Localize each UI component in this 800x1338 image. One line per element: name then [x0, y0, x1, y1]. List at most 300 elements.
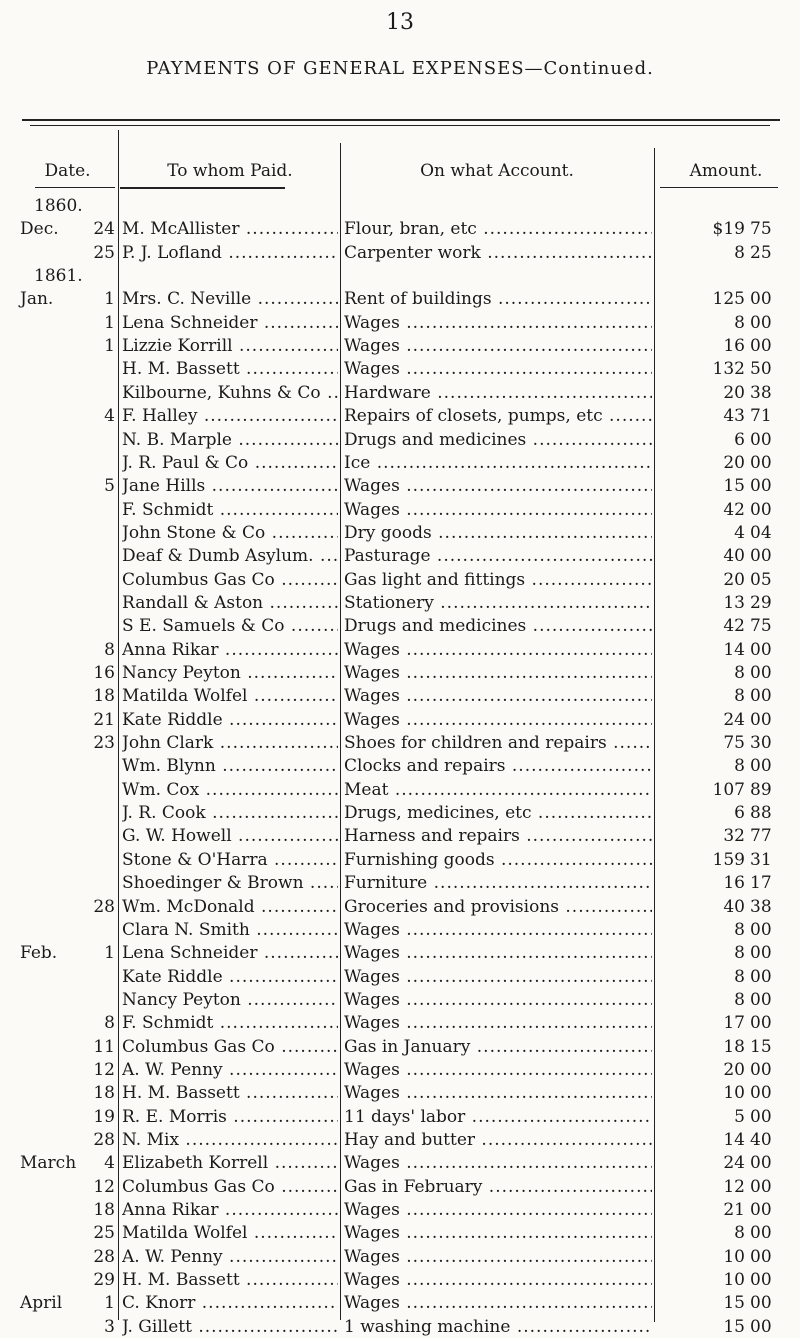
amount-cents: 31: [750, 849, 772, 870]
account-cell: [344, 1152, 652, 1174]
amount-cents: 00: [750, 1246, 772, 1267]
table-row: [0, 545, 800, 567]
leader-dots: [251, 289, 338, 309]
leader-dots: [506, 756, 653, 776]
account-cell: [344, 242, 652, 264]
amount-cents: 00: [750, 1293, 772, 1314]
amount-cents: 04: [750, 522, 772, 543]
payee-cell: [122, 1036, 338, 1058]
day-cell: 4: [104, 1153, 115, 1174]
leader-dots: [255, 897, 338, 917]
amount-dollars: 43: [723, 406, 745, 427]
amount-cents: 00: [750, 1106, 772, 1127]
top-rule-thin: [30, 125, 770, 126]
table-row: [0, 405, 800, 427]
payee-cell: [122, 779, 338, 801]
leader-dots: [427, 873, 652, 893]
table-row: [0, 452, 800, 474]
payee-cell: [122, 452, 338, 474]
leader-dots: [263, 593, 338, 613]
leader-dots: [520, 826, 652, 846]
payee-cell-text: Kate Riddle: [122, 709, 223, 730]
leader-dots: [400, 1060, 652, 1080]
leader-dots: [400, 359, 652, 379]
table-row: [0, 709, 800, 731]
table-row: [0, 1176, 800, 1198]
account-cell-text: Wages: [344, 1013, 400, 1034]
table-row: [0, 195, 800, 217]
payee-cell-text: G. W. Howell: [122, 826, 232, 847]
amount-dollars: 40: [723, 896, 745, 917]
account-cell-text: Wages: [344, 1293, 400, 1314]
amount-cents: 00: [750, 452, 772, 473]
account-cell-text: Flour, bran, etc: [344, 219, 477, 240]
payee-cell: [122, 1082, 338, 1104]
payee-cell-text: Kate Riddle: [122, 966, 223, 987]
amount-cents: 00: [750, 663, 772, 683]
payee-cell-text: C. Knorr: [122, 1293, 196, 1314]
amount-dollars: 14: [723, 639, 745, 660]
day-cell: 12: [93, 1059, 115, 1080]
account-cell-text: Wages: [344, 1223, 400, 1244]
payee-cell: [122, 872, 338, 894]
table-row: [0, 382, 800, 404]
account-cell: [344, 1199, 652, 1221]
amount-cents: 00: [750, 1153, 772, 1174]
table-row: [0, 1129, 800, 1151]
account-cell-text: Wages: [344, 1270, 400, 1291]
table-row: [0, 615, 800, 637]
month-cell: March: [20, 1153, 77, 1174]
payee-cell: [122, 1292, 338, 1314]
account-cell: [344, 218, 652, 240]
payee-cell: [122, 545, 338, 567]
leader-dots: [532, 803, 652, 823]
account-cell-text: Wages: [344, 1153, 400, 1174]
amount-dollars: 16: [723, 873, 745, 894]
leader-dots: [400, 336, 652, 356]
account-cell-text: Rent of buildings: [344, 289, 492, 310]
amount-dollars: 159: [712, 849, 745, 870]
table-row: [0, 1036, 800, 1058]
leader-dots: [250, 920, 338, 940]
header-rule: [120, 187, 285, 189]
account-cell: [344, 499, 652, 521]
day-cell: 19: [93, 1106, 115, 1127]
table-row: [0, 779, 800, 801]
amount-cents: 00: [750, 966, 772, 987]
amount-cents: 15: [750, 1036, 772, 1057]
payee-cell-text: H. M. Bassett: [122, 1270, 240, 1291]
payee-cell: [122, 732, 338, 754]
account-cell-text: Wages: [344, 686, 400, 707]
leader-dots: [205, 476, 338, 496]
leader-dots: [241, 990, 338, 1010]
leader-dots: [470, 1037, 652, 1057]
leader-dots: [465, 1107, 652, 1127]
leader-dots: [607, 733, 652, 753]
payee-cell-text: Kilbourne, Kuhns & Co: [122, 382, 321, 403]
amount-dollars: 24: [723, 709, 745, 730]
month-cell: Feb.: [20, 943, 58, 964]
account-cell-text: Clocks and repairs: [344, 756, 506, 777]
payee-cell: [122, 989, 338, 1011]
table-row: [0, 966, 800, 988]
payee-cell: [122, 358, 338, 380]
table-row: [0, 242, 800, 264]
leader-dots: [400, 1223, 652, 1243]
leader-dots: [179, 1130, 338, 1150]
amount-dollars: 24: [723, 1153, 745, 1174]
account-cell-text: Furnishing goods: [344, 849, 495, 870]
payee-cell-text: M. McAllister: [122, 219, 240, 240]
header-rule: [660, 187, 778, 188]
day-cell: 29: [93, 1270, 115, 1291]
amount-cents: 88: [750, 803, 772, 824]
payee-cell: [122, 1222, 338, 1244]
table-row: [0, 1246, 800, 1268]
payee-cell: [122, 1152, 338, 1174]
leader-dots: [257, 313, 338, 333]
column-header-paid-to: To whom Paid.: [167, 161, 293, 181]
table-row: [0, 919, 800, 941]
account-cell: [344, 545, 652, 567]
payee-cell: [122, 802, 338, 824]
account-cell: [344, 779, 652, 801]
payee-cell: [122, 475, 338, 497]
amount-cents: 71: [750, 406, 772, 427]
amount-cents: 40: [750, 1130, 772, 1150]
table-row: [0, 639, 800, 661]
payee-cell-text: John Stone & Co: [122, 522, 266, 543]
leader-dots: [400, 920, 652, 940]
payee-cell-text: J. R. Cook: [122, 803, 206, 824]
amount-dollars: 15: [723, 1293, 745, 1314]
account-cell-text: Wages: [344, 359, 400, 380]
amount-cents: 17: [750, 873, 772, 894]
amount-cents: 00: [750, 1200, 772, 1221]
payee-cell-text: R. E. Morris: [122, 1106, 227, 1127]
account-cell: [344, 475, 652, 497]
payee-cell-text: Lena Schneider: [122, 312, 258, 333]
account-cell: [344, 1292, 652, 1314]
table-row: [0, 802, 800, 824]
leader-dots: [400, 1200, 652, 1220]
leader-dots: [432, 523, 652, 543]
payee-cell-text: Matilda Wolfel: [122, 686, 248, 707]
leader-dots: [482, 1177, 652, 1197]
account-cell-text: Pasturage: [344, 546, 431, 567]
payee-cell-text: Wm. Blynn: [122, 756, 216, 777]
column-header-account: On what Account.: [420, 161, 574, 181]
day-cell: 25: [93, 242, 115, 263]
payee-cell: [122, 312, 338, 334]
account-cell-text: Wages: [344, 663, 400, 683]
account-cell: [344, 1222, 652, 1244]
amount-dollars: 8: [734, 989, 745, 1010]
day-cell: 11: [93, 1036, 115, 1057]
month-cell: Dec.: [20, 219, 59, 240]
account-cell-text: 11 days' labor: [344, 1106, 466, 1127]
leader-dots: [275, 1177, 338, 1197]
account-cell-text: Furniture: [344, 873, 428, 894]
table-row: [0, 1152, 800, 1174]
table-row: [0, 312, 800, 334]
amount-cents: 29: [750, 592, 772, 613]
leader-dots: [400, 943, 652, 963]
day-cell: 5: [104, 476, 115, 497]
account-cell: [344, 685, 652, 707]
leader-dots: [239, 219, 338, 239]
amount-cents: 75: [750, 219, 772, 240]
payee-cell: [122, 499, 338, 521]
table-row: [0, 265, 800, 287]
account-cell-text: Ice: [344, 452, 371, 473]
payee-cell-text: A. W. Penny: [122, 1246, 223, 1267]
account-cell-text: Wages: [344, 966, 400, 987]
amount-dollars: 20: [723, 382, 745, 403]
table-row: [0, 569, 800, 591]
payee-cell: [122, 405, 338, 427]
leader-dots: [192, 1317, 338, 1337]
payee-cell: [122, 685, 338, 707]
payee-cell-text: Wm. Cox: [122, 779, 200, 800]
leader-dots: [195, 1293, 338, 1313]
account-cell-text: 1 washing machine: [344, 1316, 511, 1337]
account-cell-text: Wages: [344, 919, 400, 940]
table-row: [0, 872, 800, 894]
account-cell: [344, 1106, 652, 1128]
payee-cell-text: A. W. Penny: [122, 1059, 223, 1080]
account-cell-text: Wages: [344, 499, 400, 520]
leader-dots: [285, 616, 338, 636]
leader-dots: [400, 476, 652, 496]
leader-dots: [232, 430, 338, 450]
account-cell-text: Gas in January: [344, 1036, 471, 1057]
amount-cents: 00: [750, 943, 772, 964]
account-cell-text: Harness and repairs: [344, 826, 520, 847]
leader-dots: [227, 1107, 338, 1127]
amount-cents: 89: [750, 779, 772, 800]
leader-dots: [526, 616, 652, 636]
leader-dots: [431, 546, 652, 566]
amount-dollars: 8: [734, 966, 745, 987]
leader-dots: [321, 383, 338, 403]
leader-dots: [247, 686, 338, 706]
table-row: [0, 942, 800, 964]
payee-cell-text: Columbus Gas Co: [122, 1036, 275, 1057]
account-cell-text: Drugs, medicines, etc: [344, 803, 532, 824]
amount-dollars: 4: [734, 522, 745, 543]
amount-cents: 00: [750, 312, 772, 333]
leader-dots: [265, 523, 338, 543]
amount-dollars: 107: [712, 779, 745, 800]
day-cell: 18: [93, 1200, 115, 1221]
payee-cell: [122, 615, 338, 637]
payee-cell-text: Stone & O'Harra: [122, 849, 268, 870]
amount-dollars: 20: [723, 569, 745, 590]
account-cell: [344, 849, 652, 871]
amount-cents: 00: [750, 546, 772, 567]
table-row: [0, 1222, 800, 1244]
payee-cell: [122, 896, 338, 918]
day-cell: 28: [93, 1130, 115, 1150]
payee-cell: [122, 522, 338, 544]
leader-dots: [268, 850, 338, 870]
page-title: PAYMENTS OF GENERAL EXPENSES—Continued.: [146, 58, 654, 79]
account-cell: [344, 755, 652, 777]
leader-dots: [400, 500, 652, 520]
account-cell: [344, 335, 652, 357]
payee-cell: [122, 335, 338, 357]
month-cell: April: [20, 1293, 63, 1314]
leader-dots: [510, 1317, 652, 1337]
leader-dots: [257, 943, 338, 963]
amount-cents: 38: [750, 382, 772, 403]
leader-dots: [400, 640, 652, 660]
amount-dollars: 8: [734, 756, 745, 777]
table-row: [0, 1199, 800, 1221]
leader-dots: [223, 1060, 338, 1080]
table-row: [0, 1012, 800, 1034]
payee-cell-text: J. R. Paul & Co: [122, 452, 249, 473]
payee-cell-text: J. Gillett: [122, 1316, 192, 1337]
account-cell: [344, 615, 652, 637]
account-cell-text: Dry goods: [344, 522, 432, 543]
payee-cell-text: Anna Rikar: [122, 639, 219, 660]
day-cell: 21: [93, 709, 115, 730]
day-cell: 8: [104, 639, 115, 660]
leader-dots: [197, 406, 338, 426]
table-row: [0, 732, 800, 754]
amount-cents: 38: [750, 896, 772, 917]
payee-cell: [122, 1246, 338, 1268]
payee-cell: [122, 1106, 338, 1128]
amount-cents: 00: [750, 919, 772, 940]
day-cell: 1: [104, 943, 115, 964]
day-cell: 8: [104, 1013, 115, 1034]
account-cell: [344, 1059, 652, 1081]
page-number: 13: [386, 10, 414, 35]
payee-cell: [122, 1199, 338, 1221]
leader-dots: [241, 663, 338, 683]
table-row: [0, 825, 800, 847]
month-cell: Jan.: [20, 289, 54, 310]
leader-dots: [213, 733, 338, 753]
leader-dots: [495, 850, 652, 870]
amount-cents: 00: [750, 1176, 772, 1197]
account-cell-text: Wages: [344, 709, 400, 730]
account-cell-text: Groceries and provisions: [344, 896, 559, 917]
leader-dots: [400, 1013, 652, 1033]
payee-cell: [122, 1269, 338, 1291]
amount-dollars: 16: [723, 336, 745, 357]
amount-cents: 00: [750, 1223, 772, 1244]
table-row: [0, 662, 800, 684]
amount-cents: 77: [750, 826, 772, 847]
amount-dollars: 42: [723, 499, 745, 520]
account-cell: [344, 825, 652, 847]
payee-cell-text: Shoedinger & Brown: [122, 873, 304, 894]
leader-dots: [477, 219, 652, 239]
table-row: [0, 755, 800, 777]
account-cell-text: Shoes for children and repairs: [344, 733, 607, 754]
amount-dollars: 10: [723, 1246, 745, 1267]
account-cell-text: Wages: [344, 943, 400, 964]
leader-dots: [268, 1153, 338, 1173]
leader-dots: [240, 1083, 338, 1103]
amount-cents: 00: [750, 989, 772, 1010]
year-cell: 1861.: [34, 266, 83, 287]
account-cell: [344, 1129, 652, 1151]
amount-cents: 00: [750, 686, 772, 707]
amount-dollars: 15: [723, 476, 745, 497]
table-row: [0, 475, 800, 497]
payee-cell-text: H. M. Bassett: [122, 359, 240, 380]
top-rule: [22, 119, 780, 121]
header-rule: [35, 187, 115, 188]
account-cell-text: Repairs of closets, pumps, etc: [344, 406, 603, 427]
account-cell-text: Drugs and medicines: [344, 429, 527, 450]
account-cell: [344, 452, 652, 474]
account-cell: [344, 802, 652, 824]
table-row: [0, 1106, 800, 1128]
leader-dots: [400, 967, 652, 987]
account-cell-text: Wages: [344, 1200, 400, 1221]
leader-dots: [247, 1223, 338, 1243]
account-cell: [344, 288, 652, 310]
amount-dollars: 12: [723, 1176, 745, 1197]
amount-dollars: 6: [734, 803, 745, 824]
leader-dots: [492, 289, 652, 309]
table-row: [0, 218, 800, 240]
account-cell: [344, 1316, 652, 1338]
day-cell: 18: [93, 686, 115, 707]
account-cell-text: Gas light and fittings: [344, 569, 526, 590]
account-cell-text: Carpenter work: [344, 242, 481, 263]
amount-cents: 25: [750, 242, 772, 263]
account-cell: [344, 1036, 652, 1058]
payee-cell-text: Columbus Gas Co: [122, 569, 275, 590]
account-cell: [344, 429, 652, 451]
amount-dollars: 8: [734, 943, 745, 964]
account-cell-text: Wages: [344, 639, 400, 660]
table-row: [0, 522, 800, 544]
day-cell: 24: [93, 219, 115, 240]
day-cell: 28: [93, 1246, 115, 1267]
payee-cell-text: F. Halley: [122, 406, 198, 427]
table-row: [0, 989, 800, 1011]
payee-cell-text: H. M. Bassett: [122, 1083, 240, 1104]
leader-dots: [388, 780, 652, 800]
account-cell-text: Wages: [344, 1083, 400, 1104]
account-cell: [344, 1246, 652, 1268]
account-cell: [344, 1269, 652, 1291]
amount-dollars: 6: [734, 429, 745, 450]
amount-cents: 00: [750, 756, 772, 777]
amount-cents: 30: [750, 733, 772, 754]
leader-dots: [525, 570, 652, 590]
amount-dollars: 13: [723, 592, 745, 613]
amount-cents: 00: [750, 1083, 772, 1104]
day-cell: 25: [93, 1223, 115, 1244]
account-cell: [344, 942, 652, 964]
payee-cell: [122, 569, 338, 591]
payee-cell-text: N. B. Marple: [122, 429, 232, 450]
account-cell-text: Wages: [344, 1059, 400, 1080]
leader-dots: [400, 313, 652, 333]
leader-dots: [223, 710, 338, 730]
